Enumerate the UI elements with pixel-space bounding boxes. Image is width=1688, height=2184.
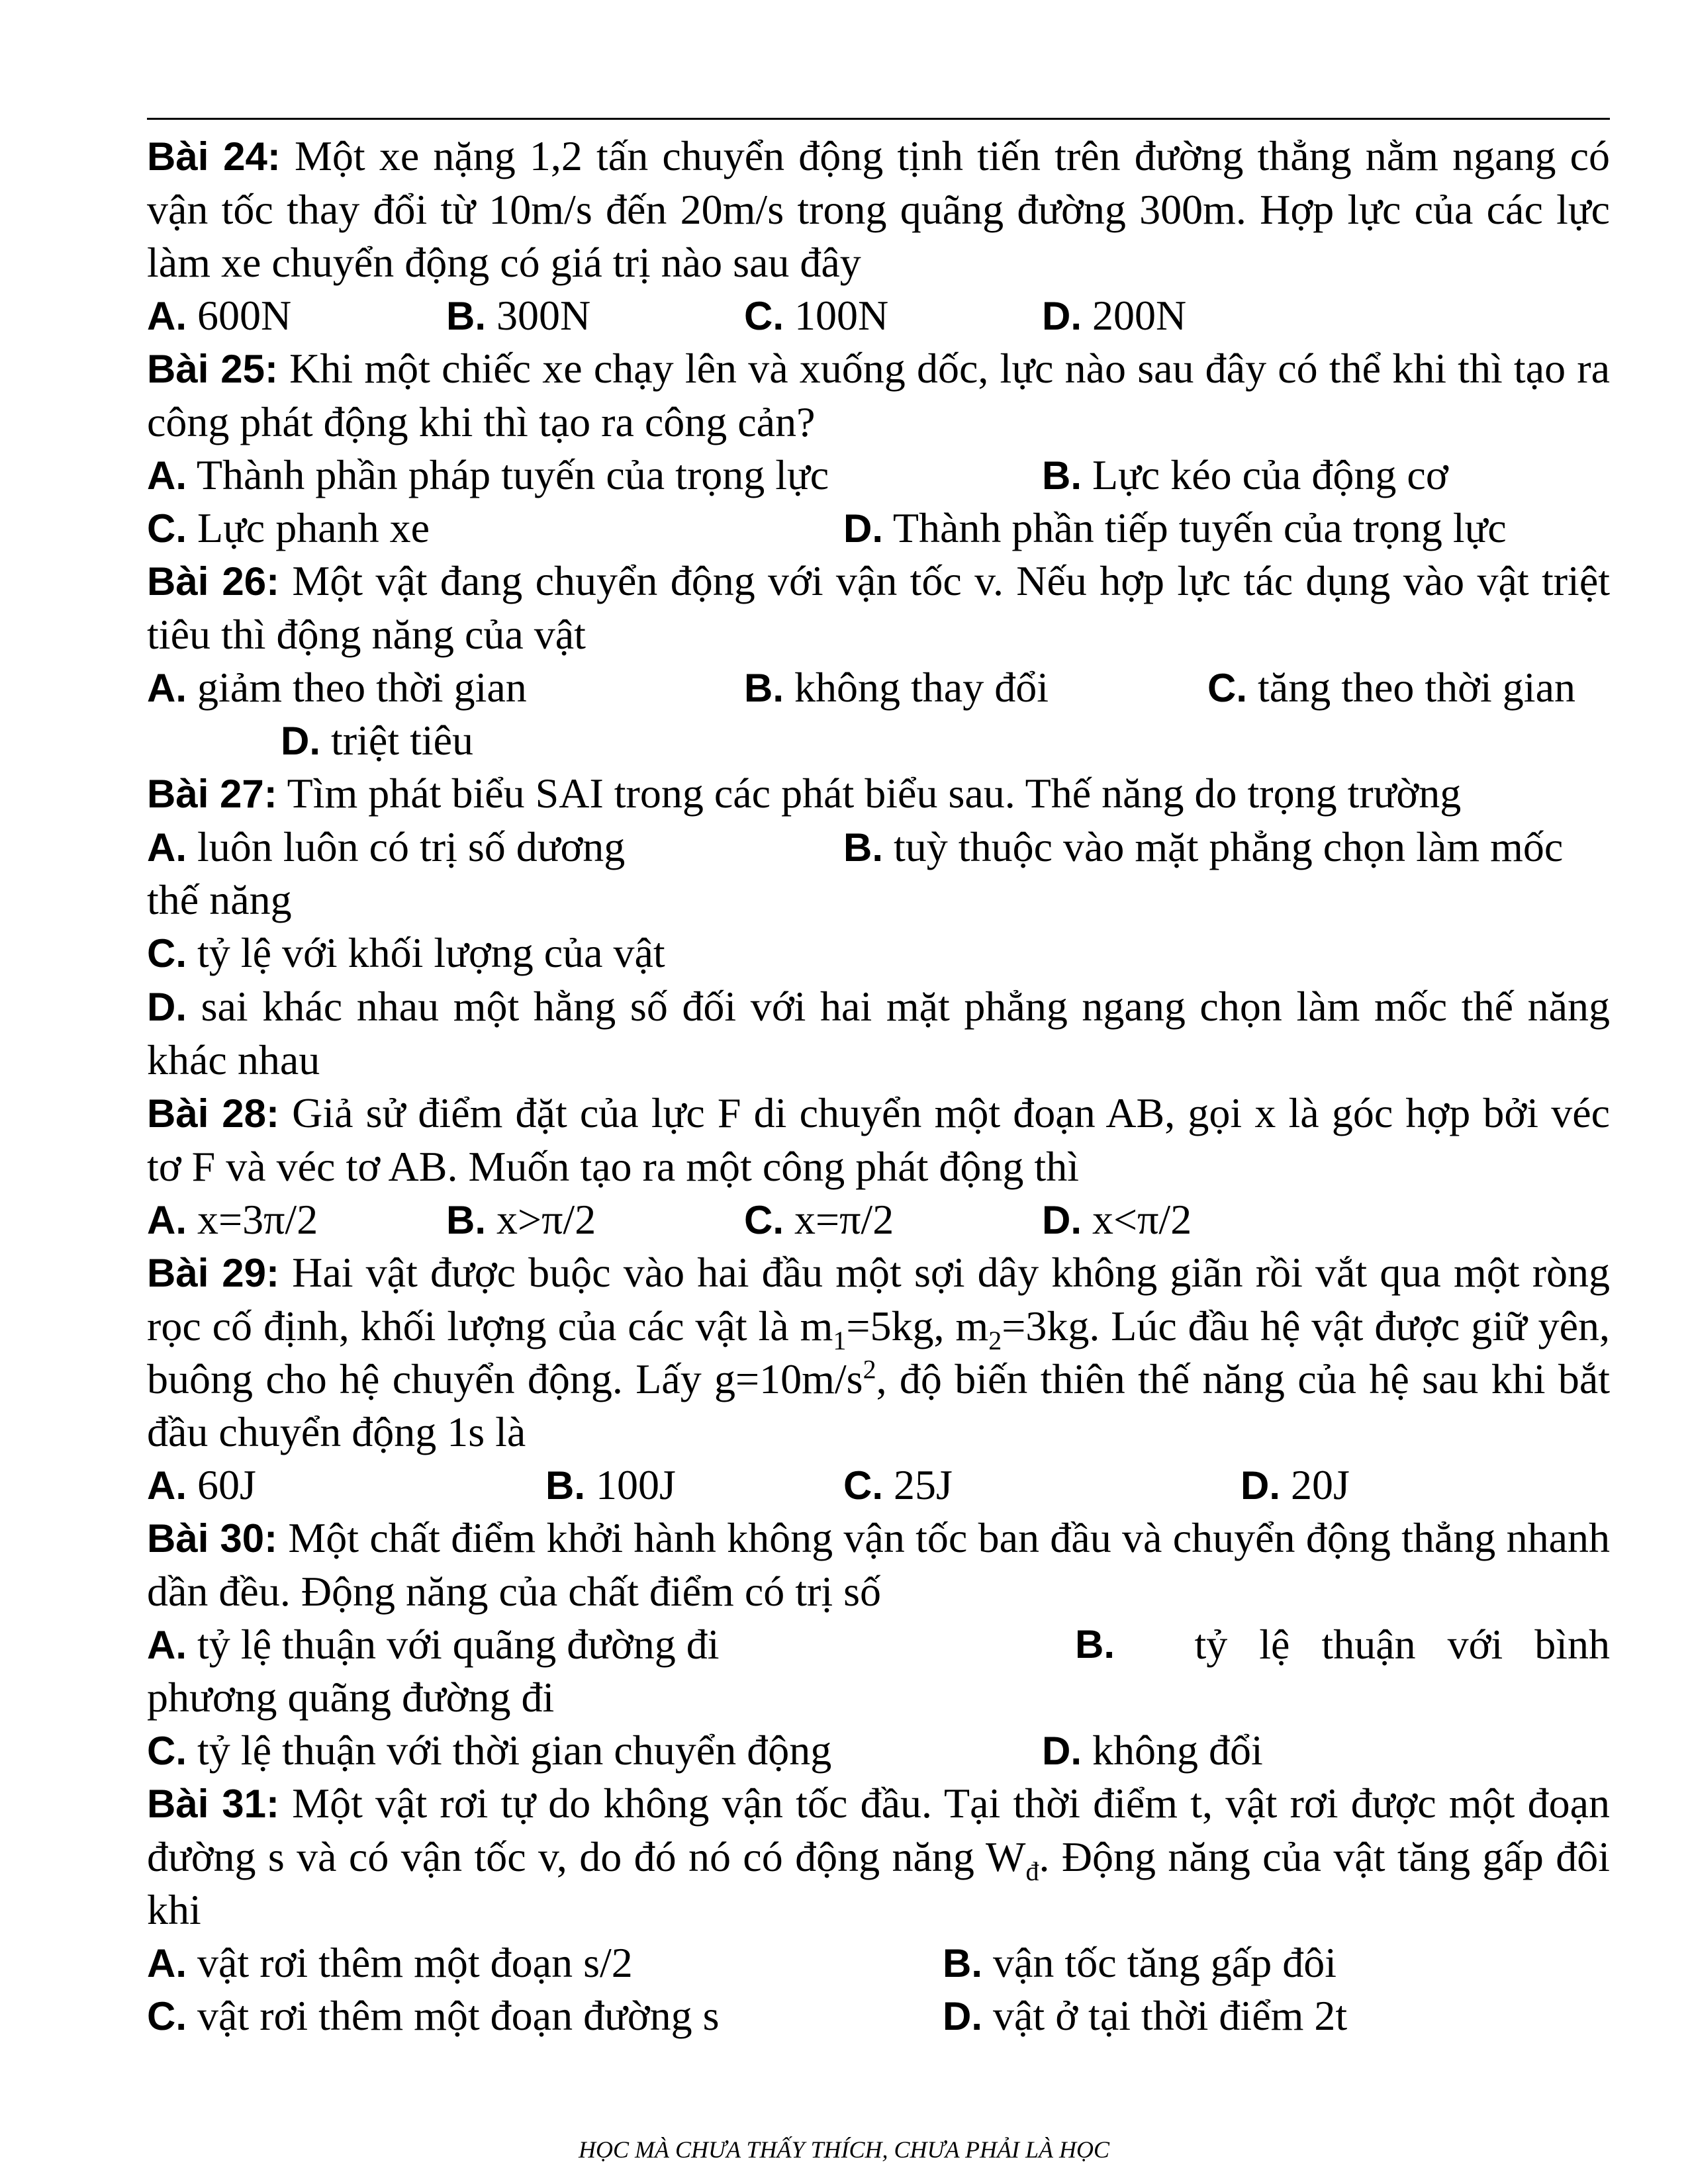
option-c: C. x=π/2 <box>744 1196 894 1243</box>
option-row <box>147 821 1610 874</box>
option-d: D. không đổi <box>1042 1727 1263 1774</box>
option-c: C. tỷ lệ thuận với thời gian chuyển động <box>147 1727 832 1774</box>
question-text: Một vật đang chuyển động với vận tốc v. Nếu hợp lực tác dụng vào vật triệt tiêu thì động năng của vật <box>147 557 1610 658</box>
question-30 <box>147 1512 1610 1618</box>
option-row <box>147 1936 1610 1989</box>
question-31 <box>147 1777 1610 1936</box>
option-d: D. 200N <box>1042 292 1187 339</box>
question-text: Khi một chiếc xe chạy lên và xuống dốc, lực nào sau đây có thể khi thì tạo ra công phát động khi thì tạo ra công cản? <box>147 345 1611 445</box>
option-b: B. không thay đổi <box>744 664 1049 711</box>
question-text: Hai vật được buộc vào hai đầu một sợi dây không giãn rồi vắt qua một ròng rọc cố định, khối lượng của các vật là $m_1=5kg$, $m_2=3kg$. Lúc đầu hệ vật được giữ yên, buông cho hệ chuyển động. Lấy $g=10m/s^2$, độ biến thiên thế năng của hệ sau khi bắt đầu chuyển động 1s là <box>147 1249 1611 1455</box>
option-c: C. 25J <box>843 1461 953 1508</box>
question-text: Giả sử điểm đặt của lực F di chuyển một đoạn AB, gọi x là góc hợp bởi véc tơ F và véc tơ AB. Muốn tạo ra một công phát động thì <box>147 1089 1611 1190</box>
option-a: A. giảm theo thời gian <box>147 664 527 711</box>
option-d: D. triệt tiêu <box>281 717 474 764</box>
question-29 <box>147 1246 1610 1459</box>
question-label: Bài 30: <box>147 1516 278 1561</box>
question-25 <box>147 342 1610 449</box>
option-b: B. vận tốc tăng gấp đôi <box>943 1939 1336 1986</box>
option-row <box>147 1193 1610 1246</box>
option-row <box>147 1618 1610 1671</box>
option-b: B. 300N <box>446 292 591 339</box>
option-row <box>147 714 1610 767</box>
question-26 <box>147 555 1610 661</box>
option-a: A. tỷ lệ thuận với quãng đường đi <box>147 1621 720 1668</box>
option-b: B. x>π/2 <box>446 1196 596 1243</box>
option-a: A. x=3π/2 <box>147 1196 318 1243</box>
option-b: B. 100J <box>545 1461 676 1508</box>
question-text: Tìm phát biểu SAI trong các phát biểu sau. Thế năng do trọng trường <box>287 770 1462 817</box>
option-b: B. tuỳ thuộc vào mặt phẳng chọn làm mốc <box>843 823 1564 870</box>
option-d: D. 20J <box>1241 1461 1350 1508</box>
question-label: Bài 31: <box>147 1782 279 1826</box>
question-label: Bài 29: <box>147 1251 279 1295</box>
option-a: A. luôn luôn có trị số dương <box>147 823 626 870</box>
option-b-continued: thế năng <box>147 876 292 923</box>
header-rule <box>147 118 1610 120</box>
question-label: Bài 28: <box>147 1091 279 1136</box>
option-b-continued: phương quãng đường đi <box>147 1674 555 1721</box>
question-label: Bài 26: <box>147 559 280 604</box>
question-text: Một xe nặng 1,2 tấn chuyển động tịnh tiến trên đường thẳng nằm ngang có vận tốc thay đổi từ 10m/s đến 20m/s trong quãng đường 300m. Hợp lực của các lực làm xe chuyển động có giá trị nào sau đây <box>147 132 1611 286</box>
option-c: C. Lực phanh xe <box>147 504 430 551</box>
option-c: C. vật rơi thêm một đoạn đường s <box>147 1992 720 2039</box>
page-footer: HỌC MÀ CHƯA THẤY THÍCH, CHƯA PHẢI LÀ HỌC <box>578 2136 1109 2163</box>
option-b: B. Lực kéo của động cơ <box>1042 451 1448 498</box>
option-d: D. sai khác nhau một hằng số đối với hai mặt phẳng ngang chọn làm mốc thế năng khác nhau <box>147 983 1611 1083</box>
option-row <box>147 1459 1610 1512</box>
option-row <box>147 661 1610 714</box>
question-text: Một chất điểm khởi hành không vận tốc ban đầu và chuyển động thẳng nhanh dần đều. Động năng của chất điểm có trị số <box>147 1514 1611 1615</box>
option-row <box>147 1724 1610 1777</box>
option-d: D. x<π/2 <box>1042 1196 1192 1243</box>
option-row <box>147 449 1610 502</box>
question-label: Bài 25: <box>147 347 278 391</box>
option-c: C. tỷ lệ với khối lượng của vật <box>147 929 665 976</box>
question-list <box>147 130 1610 2042</box>
option-row <box>147 1989 1610 2042</box>
question-24 <box>147 130 1610 289</box>
option-c: C. tăng theo thời gian <box>1207 664 1575 711</box>
option-row <box>147 502 1610 555</box>
option-d: D. Thành phần tiếp tuyến của trọng lực <box>843 504 1507 551</box>
option-d: D. vật ở tại thời điểm 2t <box>943 1992 1348 2039</box>
question-text: Một vật rơi tự do không vận tốc đầu. Tại thời điểm t, vật rơi được một đoạn đường s và có vận tốc v, do đó nó có động năng $W_đ$. Động năng của vật tăng gấp đôi khi <box>147 1780 1611 1933</box>
option-c: C. 100N <box>744 292 889 339</box>
option-b: B. tỷ lệ thuận với bình <box>1075 1621 1610 1668</box>
question-27 <box>147 767 1610 821</box>
question-label: Bài 24: <box>147 134 281 179</box>
option-a: A. 60J <box>147 1461 256 1508</box>
question-label: Bài 27: <box>147 772 277 816</box>
option-a: A. Thành phần pháp tuyến của trọng lực <box>147 451 829 498</box>
option-a: A. 600N <box>147 292 292 339</box>
option-a: A. vật rơi thêm một đoạn s/2 <box>147 1939 633 1986</box>
question-28 <box>147 1087 1610 1193</box>
option-row <box>147 289 1610 342</box>
